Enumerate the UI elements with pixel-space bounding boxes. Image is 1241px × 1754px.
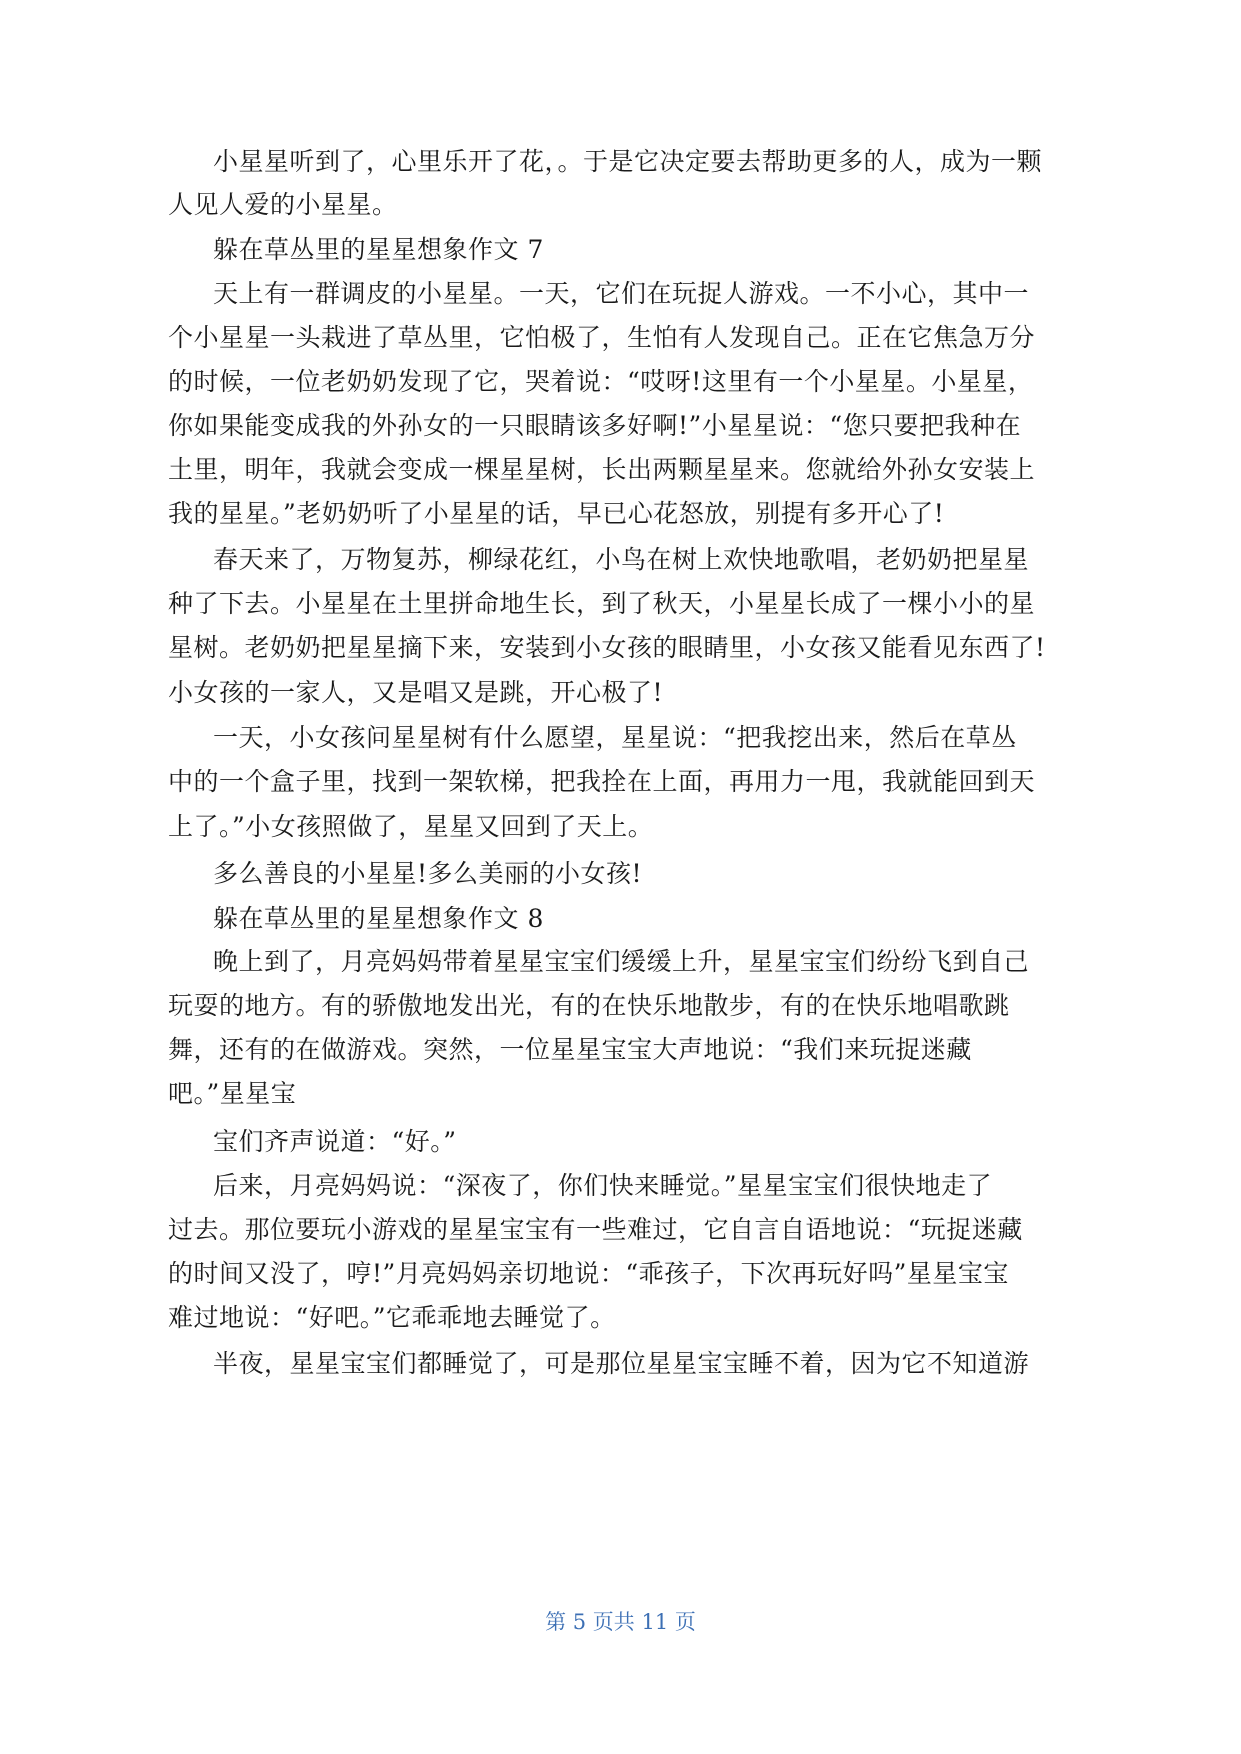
paragraph-line: 过去。那位要玩小游戏的星星宝宝有一些难过，它自言自语地说：“玩捉迷藏 [168,1215,1023,1244]
paragraph-line: 玩耍的地方。有的骄傲地发出光，有的在快乐地散步，有的在快乐地唱歌跳 [168,991,1010,1020]
paragraph-line: 难过地说：“好吧。”它乖乖地去睡觉了。 [168,1303,616,1332]
paragraph-line: 小星星听到了，心里乐开了花，。于是它决定要去帮助更多的人，成为一颗 [213,147,1043,176]
paragraph-line: 小女孩的一家人，又是唱又是跳，开心极了! [168,678,664,707]
paragraph-line: 吧。”星星宝 [168,1079,297,1108]
page-footer: 第 5 页共 11 页 [545,1610,696,1634]
paragraph-line: 春天来了，万物复苏，柳绿花红，小鸟在树上欢快地歌唱，老奶奶把星星 [213,545,1030,574]
section-heading: 躲在草丛里的星星想象作文 7 [213,235,544,264]
paragraph-line: 的时间又没了，哼!”月亮妈妈亲切地说：“乖孩子，下次再玩好吗”星星宝宝 [168,1259,1009,1288]
section-heading: 躲在草丛里的星星想象作文 8 [213,904,544,933]
paragraph-line: 人见人爱的小星星。 [168,190,398,219]
paragraph-line: 舞，还有的在做游戏。突然，一位星星宝宝大声地说：“我们来玩捉迷藏 [168,1035,972,1064]
paragraph-line: 半夜，星星宝宝们都睡觉了，可是那位星星宝宝睡不着，因为它不知道游 [213,1349,1030,1378]
paragraph-line: 多么善良的小星星!多么美丽的小女孩! [213,859,643,888]
paragraph-line: 中的一个盒子里，找到一架软梯，把我拴在上面，再用力一甩，我就能回到天 [168,767,1036,796]
paragraph-line: 后来，月亮妈妈说：“深夜了，你们快来睡觉。”星星宝宝们很快地走了 [213,1171,993,1200]
paragraph-line: 星树。老奶奶把星星摘下来，安装到小女孩的眼睛里，小女孩又能看见东西了! [168,633,1046,662]
paragraph-line: 种了下去。小星星在土里拼命地生长，到了秋天，小星星长成了一棵小小的星 [168,589,1036,618]
paragraph-line: 个小星星一头栽进了草丛里，它怕极了，生怕有人发现自己。正在它焦急万分 [168,323,1036,352]
paragraph-line: 宝们齐声说道：“好。” [213,1127,457,1156]
paragraph-line: 土里，明年，我就会变成一棵星星树，长出两颗星星来。您就给外孙女安装上 [168,455,1036,484]
paragraph-line: 上了。”小女孩照做了，星星又回到了天上。 [168,812,654,841]
paragraph-line: 的时候，一位老奶奶发现了它，哭着说：“哎呀!这里有一个小星星。小星星， [168,367,1034,396]
paragraph-line: 我的星星。”老奶奶听了小星星的话，早已心花怒放，别提有多开心了! [168,499,945,528]
paragraph-line: 一天，小女孩问星星树有什么愿望，星星说：“把我挖出来，然后在草丛 [213,723,1017,752]
paragraph-line: 你如果能变成我的外孙女的一只眼睛该多好啊!”小星星说：“您只要把我种在 [168,411,1022,440]
paragraph-line: 晚上到了，月亮妈妈带着星星宝宝们缓缓上升，星星宝宝们纷纷飞到自己 [213,947,1030,976]
paragraph-line: 天上有一群调皮的小星星。一天，它们在玩捉人游戏。一不小心，其中一 [213,279,1030,308]
